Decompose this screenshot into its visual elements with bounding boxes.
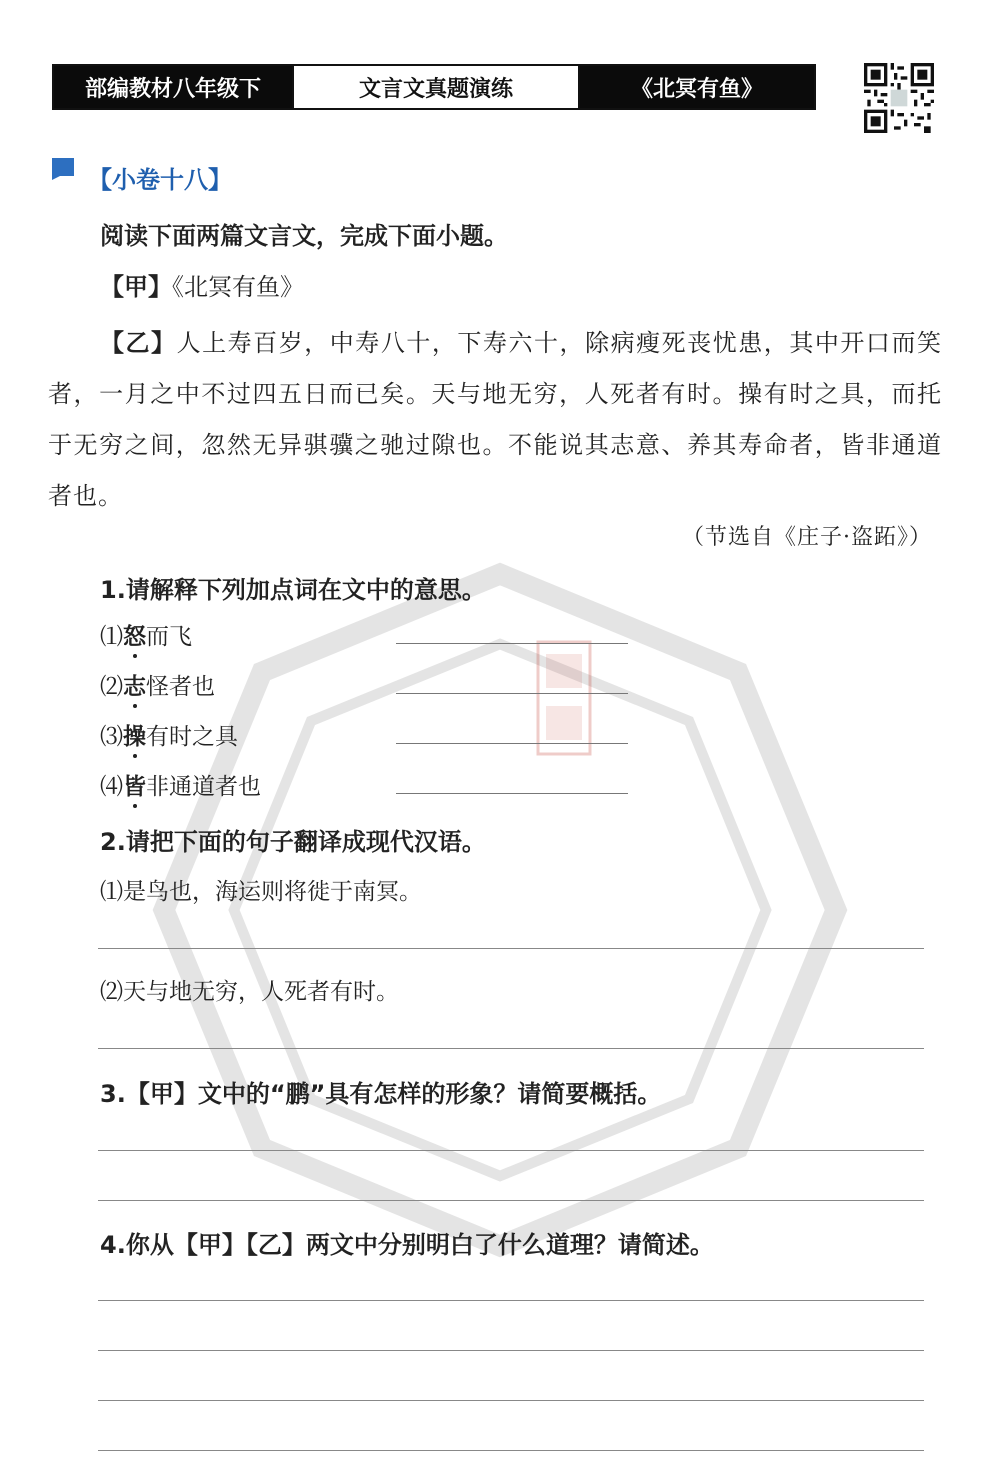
instruction: 阅读下面两篇文言文，完成下面小题。 bbox=[100, 222, 508, 250]
bookmark-icon bbox=[50, 156, 76, 182]
header-center bbox=[292, 64, 580, 110]
question-1-prompt: 1.请解释下列加点词在文中的意思。 bbox=[100, 576, 486, 604]
q1-item-4 bbox=[100, 768, 261, 801]
header-right bbox=[578, 64, 816, 110]
passage-source: （节选自《庄子·盗跖》） bbox=[682, 525, 932, 550]
q1-item-key: 皆 bbox=[123, 774, 146, 800]
q1-item-key: 志 bbox=[123, 674, 146, 700]
q1-answer-blank-1[interactable] bbox=[396, 643, 628, 644]
question-3-prompt: 3.【甲】文中的“鹏”具有怎样的形象？请简要概括。 bbox=[100, 1080, 662, 1108]
qr-code-icon bbox=[864, 63, 934, 133]
watermark-seal-icon bbox=[150, 560, 850, 1260]
q1-answer-blank-3[interactable] bbox=[396, 743, 628, 744]
q1-answer-blank-4[interactable] bbox=[396, 793, 628, 794]
q2-answer-line-2[interactable] bbox=[98, 1048, 924, 1049]
header-right-label: 《北冥有鱼》 bbox=[630, 76, 763, 102]
red-seal-icon bbox=[536, 640, 592, 756]
q4-answer-line-3[interactable] bbox=[98, 1400, 924, 1401]
q1-item-num: ⑴ bbox=[100, 624, 123, 650]
question-2-prompt: 2.请把下面的句子翻译成现代汉语。 bbox=[100, 828, 486, 856]
q2-item-2: ⑵天与地无穷，人死者有时。 bbox=[100, 979, 399, 1005]
q1-item-3 bbox=[100, 718, 238, 751]
q4-answer-line-4[interactable] bbox=[98, 1450, 924, 1451]
passage-jia bbox=[100, 267, 304, 302]
q1-item-num: ⑵ bbox=[100, 674, 123, 700]
header-left-label: 部编教材八年级下 bbox=[84, 76, 261, 102]
q1-item-2 bbox=[100, 668, 215, 701]
q1-item-rest: 而飞 bbox=[146, 624, 192, 650]
q3-answer-line-1[interactable] bbox=[98, 1150, 924, 1151]
q1-item-num: ⑷ bbox=[100, 774, 123, 800]
q1-item-1 bbox=[100, 618, 192, 651]
section-title: 【小卷十八】 bbox=[88, 166, 232, 194]
q2-answer-line-1[interactable] bbox=[98, 948, 924, 949]
q1-item-rest: 怪者也 bbox=[146, 674, 215, 700]
q4-answer-line-1[interactable] bbox=[98, 1300, 924, 1301]
passage-jia-tag: 【甲】 bbox=[100, 273, 172, 301]
q1-item-rest: 非通道者也 bbox=[146, 774, 261, 800]
header-left bbox=[52, 64, 294, 110]
q1-item-num: ⑶ bbox=[100, 724, 123, 750]
passage-yi bbox=[48, 318, 942, 522]
q1-item-key: 怒 bbox=[123, 624, 146, 650]
q4-answer-line-2[interactable] bbox=[98, 1350, 924, 1351]
passage-yi-tag: 【乙】 bbox=[100, 329, 177, 357]
q1-answer-blank-2[interactable] bbox=[396, 693, 628, 694]
header-center-label: 文言文真题演练 bbox=[358, 76, 513, 102]
q1-item-key: 操 bbox=[123, 724, 146, 750]
question-4-prompt: 4.你从【甲】【乙】两文中分别明白了什么道理？请简述。 bbox=[100, 1231, 714, 1259]
q3-answer-line-2[interactable] bbox=[98, 1200, 924, 1201]
q2-item-1: ⑴是鸟也，海运则将徙于南冥。 bbox=[100, 879, 422, 905]
passage-jia-title: 《北冥有鱼》 bbox=[172, 273, 304, 301]
q1-item-rest: 有时之具 bbox=[146, 724, 238, 750]
passage-yi-text: 人上寿百岁，中寿八十，下寿六十，除病瘦死丧忧患，其中开口而笑者，一月之中不过四五日而已矣。天与地无穷，人死者有时。操有时之具，而托于无穷之间，忽然无异骐骥之驰过隙也。不能说其志意、养其寿命者，皆非通道者也。 bbox=[48, 329, 942, 510]
